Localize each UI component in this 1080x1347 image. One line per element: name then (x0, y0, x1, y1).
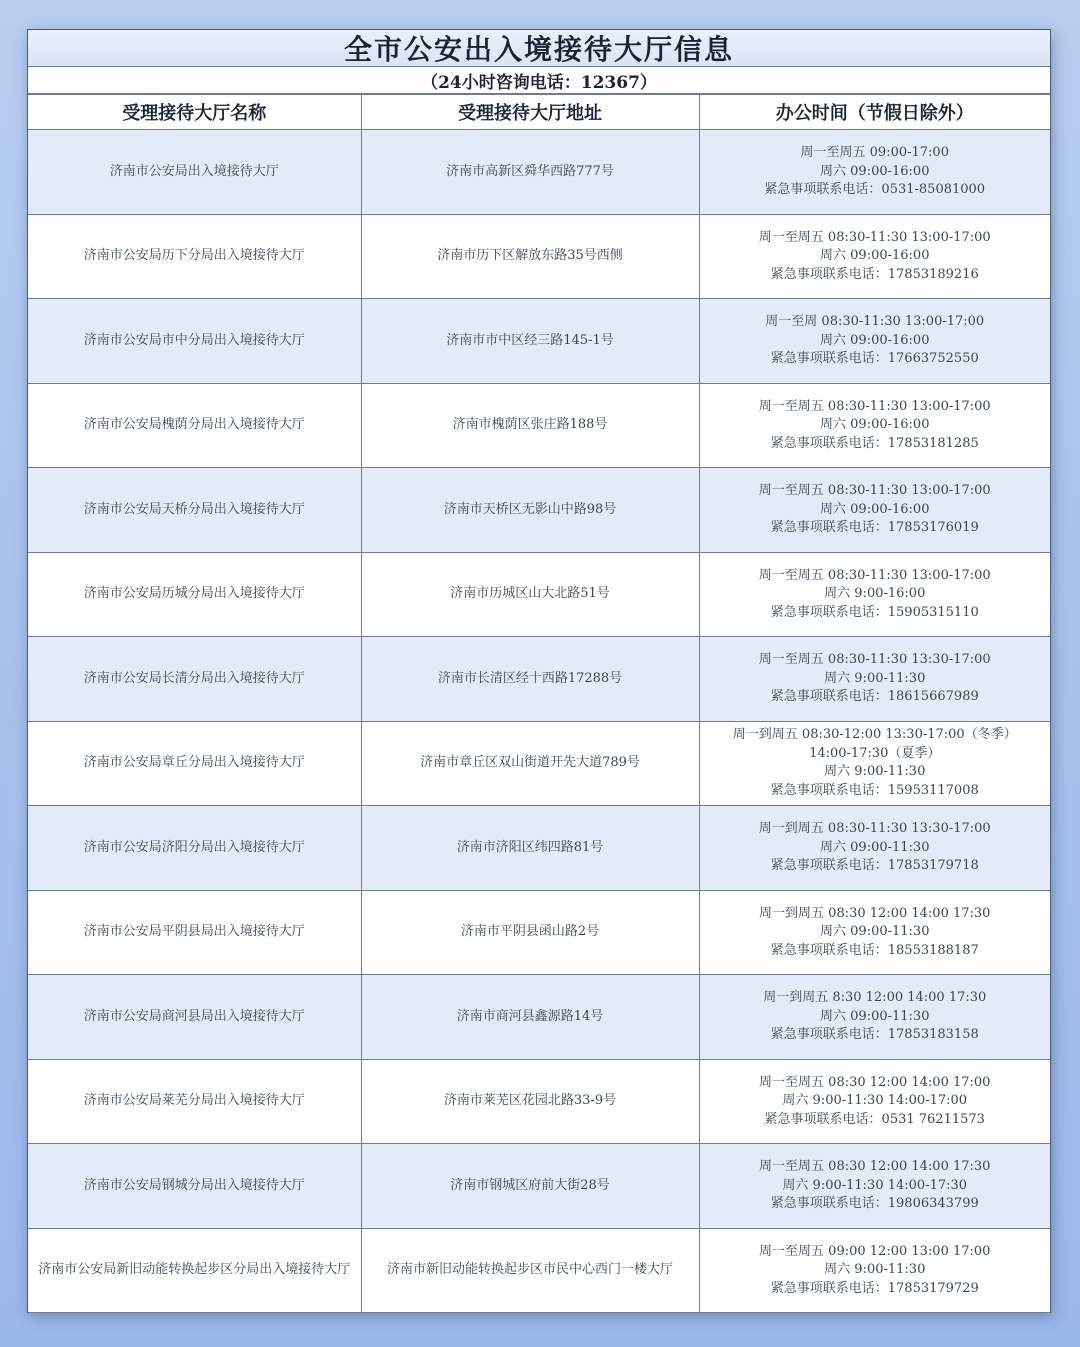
office-hours-line: 周一至周 08:30-11:30 13:00-17:00 (765, 314, 985, 329)
hall-address-cell: 济南市平阴县函山路2号 (361, 890, 699, 975)
office-hours-line: 周六 09:00-11:30 (820, 1008, 930, 1024)
office-hours-line: 周六 9:00-11:30 (824, 764, 926, 780)
table-row (28, 468, 1050, 553)
office-hours-cell (699, 1228, 1050, 1313)
office-hours-cell (699, 299, 1050, 384)
hall-name-cell: 济南市公安局平阴县局出入境接待大厅 (28, 890, 361, 975)
office-hours-line: 周一至周五 08:30 12:00 14:00 17:30 (759, 1159, 991, 1174)
office-hours-line: 紧急事项联系电话：19806343799 (770, 1196, 979, 1211)
office-hours-line: 周一至周五 09:00-17:00 (800, 145, 949, 160)
hall-name-cell: 济南市公安局出入境接待大厅 (28, 130, 361, 215)
table-row (28, 130, 1050, 215)
hall-address-cell: 济南市市中区经三路145-1号 (361, 299, 699, 384)
hall-name-cell: 济南市公安局长清分局出入境接待大厅 (28, 637, 361, 722)
table-body (28, 130, 1050, 1313)
hall-address-cell: 济南市章丘区双山街道开先大道789号 (361, 721, 699, 806)
office-hours-cell (699, 383, 1050, 468)
hall-name-cell: 济南市公安局济阳分局出入境接待大厅 (28, 806, 361, 891)
page-title: 全市公安出入境接待大厅信息 (28, 30, 1050, 67)
office-hours-line: 紧急事项联系电话：17853181285 (770, 435, 979, 451)
office-hours-cell (699, 468, 1050, 553)
office-hours-line: 周一至周五 08:30 12:00 14:00 17:00 (759, 1074, 991, 1090)
table-header-row (28, 95, 1050, 130)
office-hours-cell (699, 890, 1050, 975)
column-header-name: 受理接待大厅名称 (28, 95, 361, 130)
office-hours-line: 紧急事项联系电话：17853179718 (770, 858, 979, 873)
hall-address-cell: 济南市新旧动能转换起步区市民中心西门一楼大厅 (361, 1228, 699, 1313)
column-header-address: 受理接待大厅地址 (361, 95, 699, 130)
office-hours-line: 周一到周五 08:30-12:00 13:30-17:00（冬季） (732, 727, 1017, 743)
office-hours-line: 周六 9:00-11:30 14:00-17:30 (782, 1177, 968, 1193)
office-hours-line: 紧急事项联系电话：18553188187 (770, 942, 979, 958)
hall-address-cell: 济南市长清区经十西路17288号 (361, 637, 699, 722)
column-header-hours: 办公时间（节假日除外） (699, 95, 1050, 130)
office-hours-cell (699, 637, 1050, 722)
office-hours-cell (699, 1059, 1050, 1144)
office-hours-line: 周六 09:00-11:30 (820, 839, 930, 855)
office-hours-line: 紧急事项联系电话：15905315110 (770, 604, 979, 620)
office-hours-line: 周六 09:00-16:00 (820, 501, 930, 517)
office-hours-line: 紧急事项联系电话：0531 76211573 (764, 1111, 985, 1127)
office-hours-cell (699, 130, 1050, 215)
info-sheet (28, 30, 1050, 1312)
office-hours-line: 周一至周五 09:00 12:00 13:00 17:00 (759, 1243, 991, 1259)
table-row (28, 975, 1050, 1060)
office-hours-line: 周一至周五 08:30-11:30 13:00-17:00 (758, 229, 991, 245)
office-hours-line: 周六 09:00-16:00 (820, 163, 930, 179)
office-hours-line: 周一至周五 08:30-11:30 13:00-17:00 (758, 398, 991, 414)
office-hours-line: 周六 09:00-16:00 (820, 417, 930, 432)
hall-name-cell: 济南市公安局商河县局出入境接待大厅 (28, 975, 361, 1060)
office-hours-line: 周一到周五 08:30-11:30 13:30-17:00 (758, 821, 991, 836)
table-row (28, 383, 1050, 468)
office-hours-line: 周一到周五 8:30 12:00 14:00 17:30 (763, 990, 987, 1005)
hall-name-cell: 济南市公安局历下分局出入境接待大厅 (28, 214, 361, 299)
office-hours-line: 紧急事项联系电话：0531-85081000 (764, 182, 986, 197)
office-hours-cell (699, 975, 1050, 1060)
table-row (28, 552, 1050, 637)
office-hours-line: 周六 9:00-11:30 (824, 1262, 926, 1277)
office-hours-line: 紧急事项联系电话：17853183158 (770, 1027, 979, 1042)
office-hours-cell (699, 214, 1050, 299)
office-hours-line: 紧急事项联系电话：17853179729 (770, 1280, 979, 1296)
hall-name-cell: 济南市公安局历城分局出入境接待大厅 (28, 552, 361, 637)
hall-address-cell: 济南市历下区解放东路35号西侧 (361, 214, 699, 299)
office-hours-cell (699, 1144, 1050, 1229)
table-row (28, 721, 1050, 806)
table-row (28, 1144, 1050, 1229)
office-hours-cell (699, 552, 1050, 637)
hall-name-cell: 济南市公安局钢城分局出入境接待大厅 (28, 1144, 361, 1229)
table-row (28, 806, 1050, 891)
hall-name-cell: 济南市公安局槐荫分局出入境接待大厅 (28, 383, 361, 468)
office-hours-cell (699, 806, 1050, 891)
office-hours-line: 周六 09:00-16:00 (820, 332, 930, 348)
table-row (28, 890, 1050, 975)
hall-info-table (28, 94, 1050, 1313)
office-hours-cell (699, 721, 1050, 806)
hall-address-cell: 济南市历城区山大北路51号 (361, 552, 699, 637)
office-hours-line: 周六 09:00-16:00 (820, 248, 930, 263)
office-hours-line: 紧急事项联系电话：15953117008 (770, 782, 979, 798)
hotline-subtitle: （24小时咨询电话：12367） (28, 67, 1050, 94)
office-hours-line: 周六 9:00-11:30 (824, 670, 926, 686)
hall-name-cell: 济南市公安局莱芜分局出入境接待大厅 (28, 1059, 361, 1144)
table-row (28, 214, 1050, 299)
hall-address-cell: 济南市莱芜区花园北路33-9号 (361, 1059, 699, 1144)
office-hours-line: 周一至周五 08:30-11:30 13:00-17:00 (758, 483, 991, 498)
office-hours-line: 紧急事项联系电话：17663752550 (770, 351, 979, 366)
office-hours-line: 紧急事项联系电话：17853176019 (770, 520, 979, 535)
office-hours-line: 周一至周五 08:30-11:30 13:30-17:00 (758, 652, 991, 667)
office-hours-line: 14:00-17:30（夏季） (809, 745, 941, 761)
hall-address-cell: 济南市钢城区府前大街28号 (361, 1144, 699, 1229)
table-row (28, 1228, 1050, 1313)
hall-name-cell: 济南市公安局市中分局出入境接待大厅 (28, 299, 361, 384)
table-row (28, 637, 1050, 722)
hall-address-cell: 济南市济阳区纬四路81号 (361, 806, 699, 891)
table-row (28, 299, 1050, 384)
hall-name-cell: 济南市公安局章丘分局出入境接待大厅 (28, 721, 361, 806)
office-hours-line: 周一至周五 08:30-11:30 13:00-17:00 (758, 567, 991, 583)
hall-address-cell: 济南市高新区舜华西路777号 (361, 130, 699, 215)
table-row (28, 1059, 1050, 1144)
office-hours-line: 周六 9:00-16:00 (824, 586, 926, 601)
hall-name-cell: 济南市公安局天桥分局出入境接待大厅 (28, 468, 361, 553)
hall-address-cell: 济南市商河县鑫源路14号 (361, 975, 699, 1060)
hall-name-cell: 济南市公安局新旧动能转换起步区分局出入境接待大厅 (28, 1228, 361, 1313)
hall-address-cell: 济南市天桥区无影山中路98号 (361, 468, 699, 553)
hall-address-cell: 济南市槐荫区张庄路188号 (361, 383, 699, 468)
office-hours-line: 紧急事项联系电话：17853189216 (770, 266, 979, 282)
office-hours-line: 周六 09:00-11:30 (820, 924, 930, 939)
office-hours-line: 周一到周五 08:30 12:00 14:00 17:30 (759, 905, 991, 921)
office-hours-line: 紧急事项联系电话：18615667989 (770, 689, 979, 704)
office-hours-line: 周六 9:00-11:30 14:00-17:00 (782, 1093, 968, 1108)
